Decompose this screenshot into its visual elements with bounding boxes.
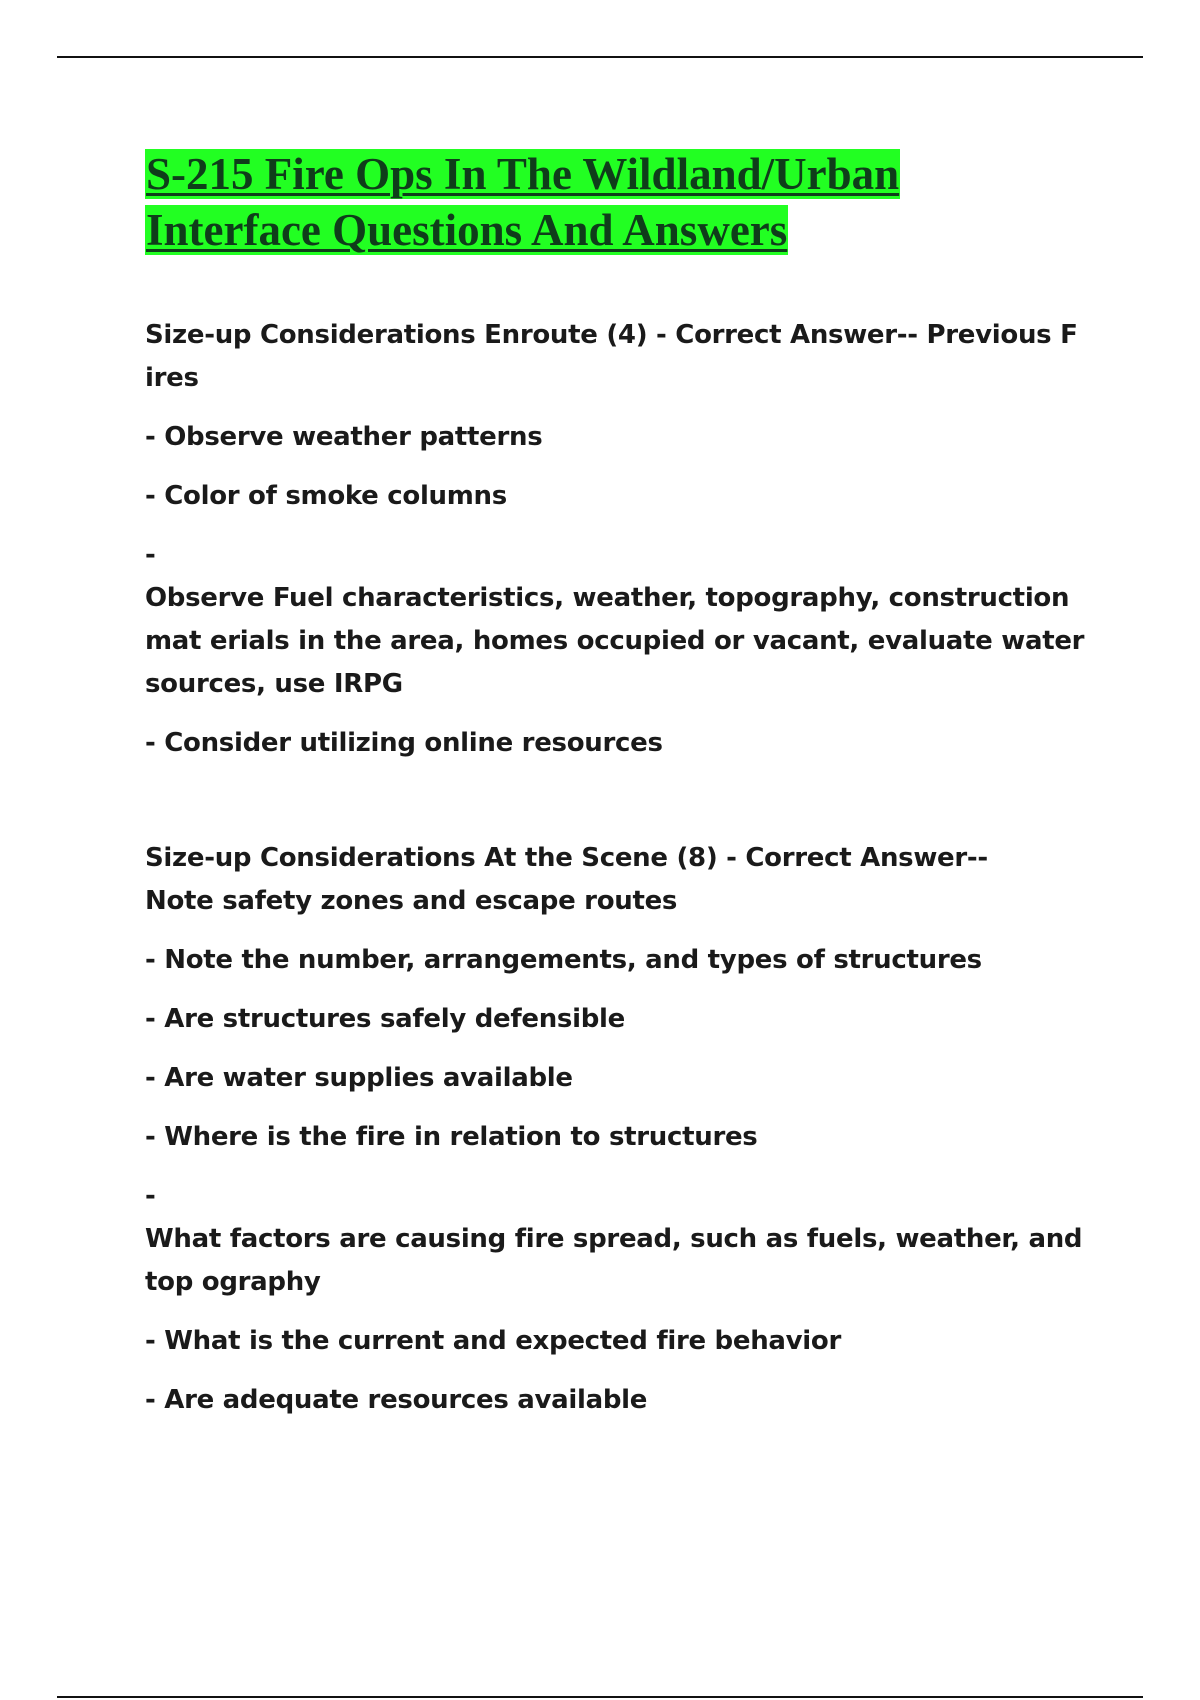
answer-item: - Observe weather patterns xyxy=(145,422,543,452)
answer-item: - Color of smoke columns xyxy=(145,481,507,511)
answer-item: Observe Fuel characteristics, weather, topography, construction mat erials in the area, homes occupied or vacant, evaluate water sources, use IRPG xyxy=(145,583,1085,699)
top-rule xyxy=(57,56,1143,58)
qa-section-scene xyxy=(145,837,1085,1422)
answer-item: - What is the current and expected fire behavior xyxy=(145,1326,841,1356)
qa-content xyxy=(145,314,1085,1438)
answer-item: - Where is the fire in relation to structures xyxy=(145,1122,758,1152)
answer-item: - Consider utilizing online resources xyxy=(145,728,663,758)
answer-item: - Note the number, arrangements, and types of structures xyxy=(145,945,982,975)
answer-item: - xyxy=(145,540,156,570)
answer-item: - Are structures safely defensible xyxy=(145,1004,625,1034)
qa-section-enroute xyxy=(145,314,1085,765)
answer-item: - Are adequate resources available xyxy=(145,1385,648,1415)
title-line-2: Interface Questions And Answers xyxy=(146,205,788,255)
question-answer-heading: Size-up Considerations At the Scene (8) - Correct Answer-- Note safety zones and escape routes xyxy=(145,843,988,916)
question-answer-heading: Size-up Considerations Enroute (4) - Correct Answer-- Previous Fires xyxy=(145,320,1078,393)
answer-item: - xyxy=(145,1181,156,1211)
document-title xyxy=(145,146,1105,258)
answer-item: - Are water supplies available xyxy=(145,1063,573,1093)
bottom-rule xyxy=(57,1696,1143,1698)
title-line-1: S-215 Fire Ops In The Wildland/Urban xyxy=(146,149,900,199)
answer-item: What factors are causing fire spread, such as fuels, weather, and top ography xyxy=(145,1224,1083,1297)
